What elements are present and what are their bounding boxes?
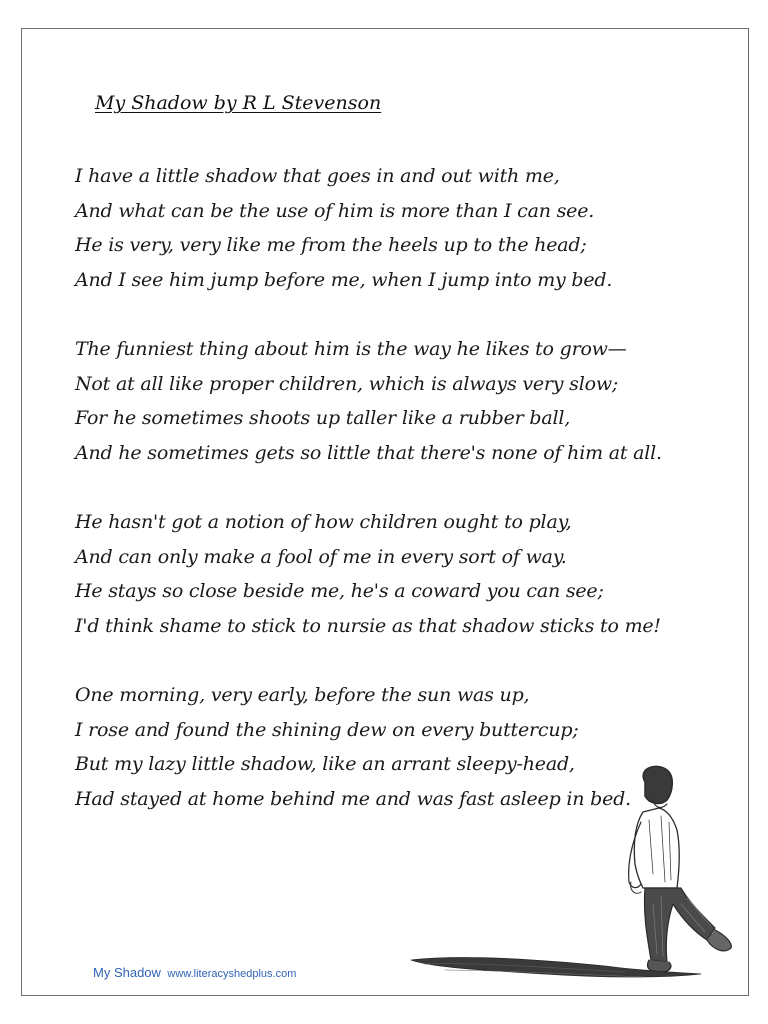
poem-line: The funniest thing about him is the way he likes to grow—	[75, 338, 627, 360]
poem-line: For he sometimes shoots up taller like a rubber ball,	[75, 407, 571, 429]
poem-line: I rose and found the shining dew on every buttercup;	[75, 718, 579, 741]
stanza	[75, 505, 695, 643]
poem-line: And I see him jump before me, when I jump into my bed.	[75, 268, 613, 291]
poem-line: He hasn't got a notion of how children ought to play,	[75, 511, 572, 533]
poem-line: But my lazy little shadow, like an arrant sleepy-head,	[75, 753, 575, 775]
poem-line: And can only make a fool of me in every sort of way.	[75, 545, 567, 568]
poem-line: And what can be the use of him is more than I can see.	[75, 199, 595, 222]
poem-line: And he sometimes gets so little that there's none of him at all.	[75, 441, 662, 464]
stanza	[75, 332, 695, 470]
footer	[93, 964, 296, 982]
boy-sketch-illustration	[405, 764, 745, 989]
poem-line: He stays so close beside me, he's a coward you can see;	[75, 580, 604, 602]
footer-url-link[interactable]: www.literacyshedplus.com	[167, 968, 297, 980]
poem-line: I have a little shadow that goes in and out with me,	[75, 165, 560, 187]
footer-title: My Shadow	[93, 965, 161, 980]
poem-body	[75, 159, 695, 851]
poem-line: He is very, very like me from the heels up to the head;	[75, 234, 587, 256]
poem-line: Not at all like proper children, which is always very slow;	[75, 372, 619, 395]
poem-line: Had stayed at home behind me and was fast asleep in bed.	[75, 787, 631, 810]
poem-line: I'd think shame to stick to nursie as that shadow sticks to me!	[75, 614, 661, 637]
poem-title: My Shadow by R L Stevenson	[95, 92, 382, 114]
poem-line: One morning, very early, before the sun was up,	[75, 684, 530, 706]
stanza	[75, 159, 695, 297]
